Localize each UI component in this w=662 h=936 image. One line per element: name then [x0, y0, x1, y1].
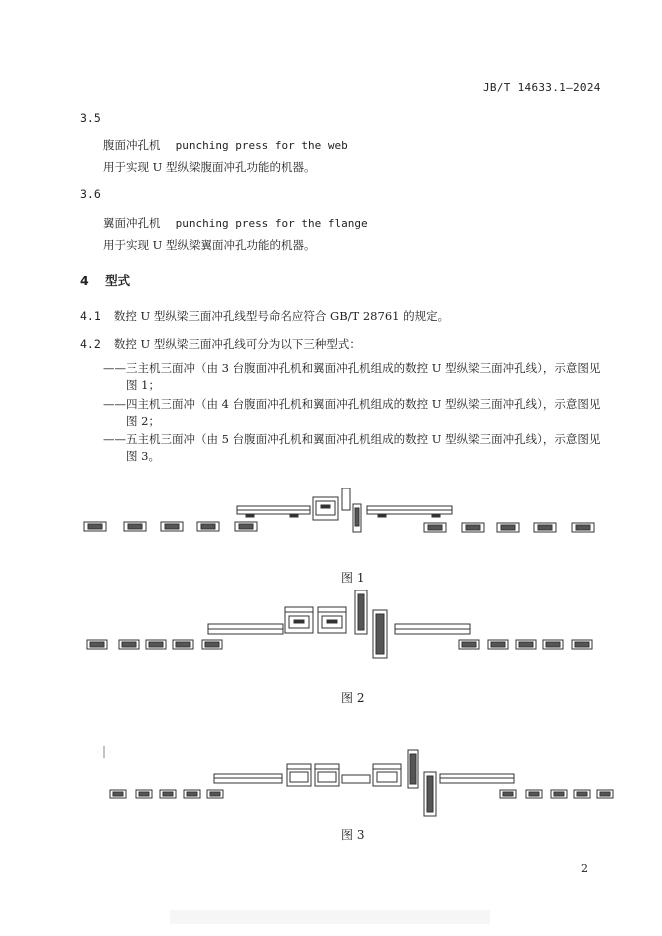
term-3-6 [103, 212, 368, 231]
conveyor-unit [574, 790, 590, 798]
conveyor-unit [110, 790, 126, 798]
figure-3-drawing [0, 744, 662, 820]
conveyor-unit [462, 523, 484, 532]
term-3-6-zh: 翼面冲孔机 [103, 216, 161, 230]
figure-1-drawing [0, 488, 662, 544]
feed-table [237, 506, 310, 517]
conveyor-unit [572, 640, 592, 649]
web-punch-machine [313, 497, 338, 520]
conveyor-unit [197, 522, 219, 531]
definition-3-5: 用于实现 U 型纵梁腹面冲孔功能的机器。 [103, 160, 316, 174]
web-punch-machine [318, 607, 346, 633]
feed-table [395, 624, 470, 634]
feed-table [440, 774, 514, 783]
list-item-2-line1: ——四主机三面冲（由 4 台腹面冲孔机和翼面冲孔机组成的数控 U 型纵梁三面冲孔线），示意图见 [103, 397, 601, 411]
conveyor-unit [534, 523, 556, 532]
conveyor-unit [488, 640, 508, 649]
web-punch-machine [285, 607, 313, 633]
clause-number-4-2: 4.2 [80, 337, 101, 351]
clause-text-4-1: 数控 U 型纵梁三面冲孔线型号命名应符合 GB/T 28761 的规定。 [113, 309, 450, 323]
conveyor-unit [207, 790, 223, 798]
list-item-3-line1: ——五主机三面冲（由 5 台腹面冲孔机和翼面冲孔机组成的数控 U 型纵梁三面冲孔线），示意图见 [103, 432, 601, 446]
web-punch-machine [287, 764, 311, 786]
conveyor-unit [124, 522, 146, 531]
flange-punch-machine [342, 488, 361, 532]
conveyor-unit [497, 523, 519, 532]
section-4-heading [80, 271, 130, 289]
figure-2-drawing [0, 590, 662, 662]
conveyor-unit [202, 640, 222, 649]
conveyor-unit [516, 640, 536, 649]
conveyor-unit [87, 640, 107, 649]
figure-2-caption: 图 2 [341, 691, 365, 705]
conveyor-unit [173, 640, 193, 649]
term-3-5 [103, 134, 348, 153]
clause-number-3-5: 3.5 [80, 111, 101, 125]
page-number: 2 [581, 862, 588, 875]
term-3-5-zh: 腹面冲孔机 [103, 138, 161, 152]
figure-1-caption: 图 1 [341, 571, 365, 585]
conveyor-unit [184, 790, 200, 798]
conveyor-unit [146, 640, 166, 649]
list-item-3-line2: 图 3。 [126, 449, 160, 463]
section-4-title: 型式 [105, 273, 131, 288]
web-punch-machine [315, 764, 339, 786]
standard-number: JB/T 14633.1—2024 [483, 81, 601, 94]
clause-number-3-6: 3.6 [80, 187, 101, 201]
list-item-1-line1: ——三主机三面冲（由 3 台腹面冲孔机和翼面冲孔机组成的数控 U 型纵梁三面冲孔线），示意图见 [103, 361, 601, 375]
clause-text-4-2: 数控 U 型纵梁三面冲孔线可分为以下三种型式： [113, 337, 361, 351]
flange-punch-machine [355, 590, 387, 658]
conveyor-unit [572, 523, 594, 532]
conveyor-unit [84, 522, 106, 531]
conveyor-unit [543, 640, 563, 649]
conveyor-unit [526, 790, 542, 798]
feed-table [208, 624, 283, 634]
list-item-1-line2: 图 1； [126, 378, 160, 392]
figure-3-caption: 图 3 [341, 828, 365, 842]
conveyor-unit [424, 523, 446, 532]
web-punch-machine [373, 764, 401, 786]
clause-number-4-1: 4.1 [80, 309, 101, 323]
conveyor-unit [500, 790, 516, 798]
term-3-5-en: punching press for the web [175, 139, 348, 152]
conveyor-unit [551, 790, 567, 798]
flange-punch-machine [408, 750, 436, 816]
feed-table [342, 775, 370, 783]
conveyor-unit [161, 522, 183, 531]
conveyor-unit [235, 522, 257, 531]
term-3-6-en: punching press for the flange [175, 217, 368, 230]
conveyor-unit [119, 640, 139, 649]
conveyor-unit [459, 640, 479, 649]
section-4-number: 4 [80, 273, 89, 288]
feed-table [214, 774, 282, 783]
list-item-2-line2: 图 2； [126, 414, 160, 428]
clause-4-2 [80, 333, 361, 352]
conveyor-unit [160, 790, 176, 798]
clause-4-1 [80, 305, 449, 324]
definition-3-6: 用于实现 U 型纵梁翼面冲孔功能的机器。 [103, 238, 316, 252]
feed-table [367, 506, 452, 517]
watermark-strip [170, 910, 490, 924]
conveyor-unit [597, 790, 613, 798]
conveyor-unit [136, 790, 152, 798]
